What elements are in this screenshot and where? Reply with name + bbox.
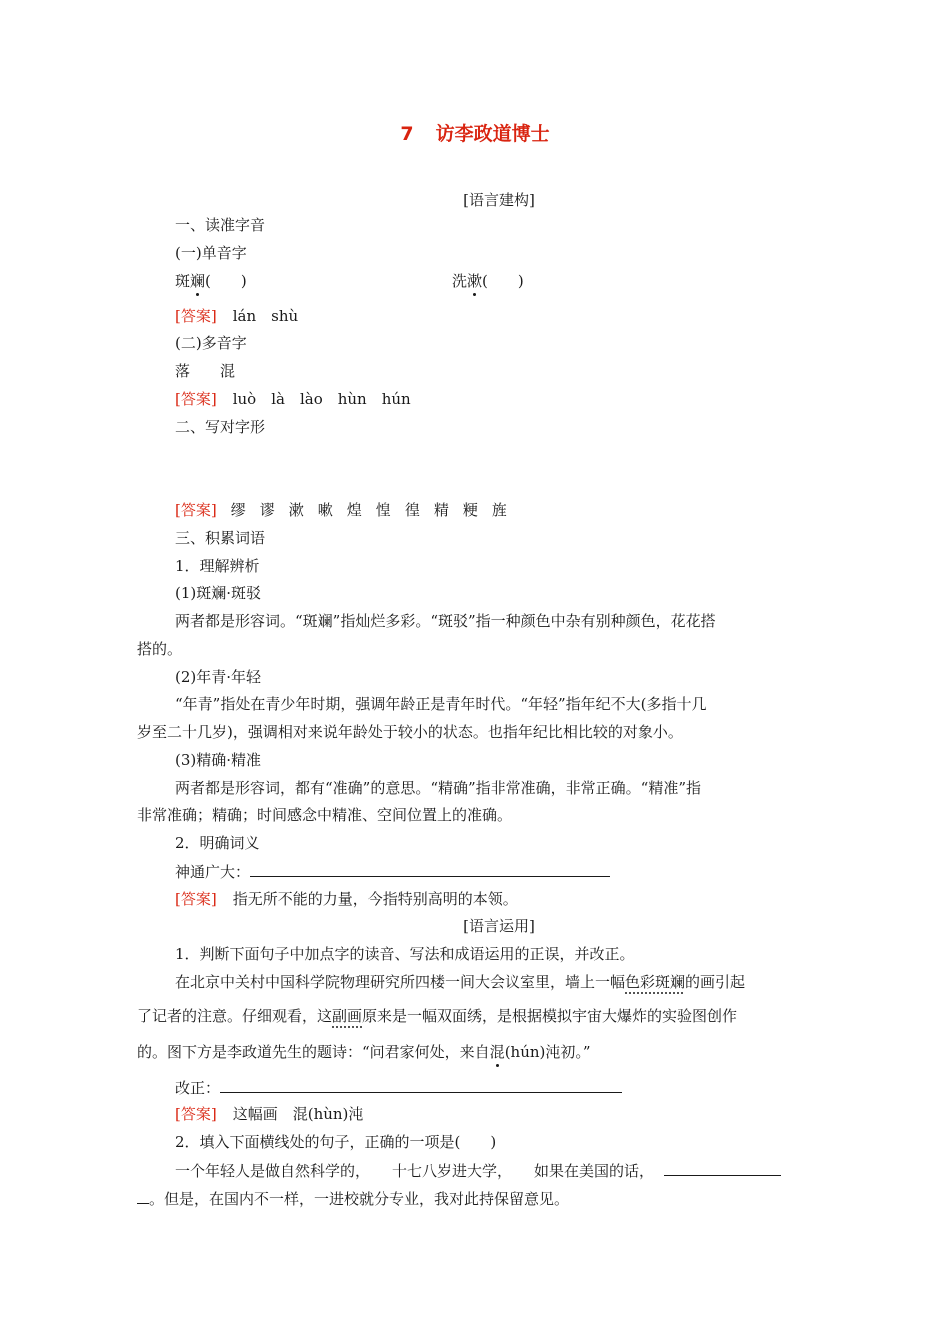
section-understand: 1．理解辨析 [175,557,260,575]
heading-character-form: 二、写对字形 [175,418,266,436]
pair-2-heading: (2)年青·年轻 [175,668,262,686]
page-title [0,124,950,144]
heading-vocabulary: 三、积累词语 [175,529,266,547]
answer-3: [答案] 缪 谬 漱 嗽 煌 惶 徨 精 粳 旌 [175,501,507,519]
use-question-2: 2．填入下面横线处的句子，正确的一项是( ) [175,1133,497,1151]
section-language-build: [语言建构] [463,191,535,209]
use-passage-line-2: 了记者的注意。仔细观看，这副画原来是一幅双面绣，是根据模拟宇宙大爆炸的实验图创作 [137,1007,738,1025]
answer-2: [答案] luò là lào hùn hún [175,390,411,408]
correction-blank[interactable] [220,1077,622,1093]
heading-pronunciation: 一、读准字音 [175,216,266,234]
pair-3-line-2: 非常准确；精确；时间感念中精准、空间位置上的准确。 [137,806,513,824]
question-shentong: 神通广大： [175,861,610,882]
subheading-multi-tone: (二)多音字 [175,334,247,352]
dotted-phrase: 色彩斑斓 [625,973,686,991]
answer-4: [答案] 指无所不能的力量，今指特别高明的本领。 [175,890,518,908]
section-meaning: 2．明确词义 [175,834,260,852]
pair-2-line-2: 岁至二十几岁)，强调相对来说年龄处于较小的状态。也指年纪比相比较的对象小。 [137,723,683,741]
answer-1: [答案] lán shù [175,307,299,325]
correction-line: 改正： [175,1077,622,1098]
pair-1-line-1: 两者都是形容词。“斑斓”指灿烂多彩。“斑驳”指一种颜色中杂有别种颜色，花花搭 [175,612,716,630]
answer-5: [答案] 这幅画 混(hùn)沌 [175,1105,364,1123]
question-xishu: 洗漱( ) [452,272,524,290]
question-polyphone: 落 混 [175,362,236,380]
pair-3-heading: (3)精确·精准 [175,751,262,769]
pair-1-line-2: 搭的。 [137,640,183,658]
answer-blank[interactable] [250,861,610,877]
title-text: 访李政道博士 [435,123,550,145]
use-q2-line-1: 一个年轻人是做自然科学的， 十七八岁进大学， 如果在美国的话， [175,1160,781,1181]
pair-1-heading: (1)斑斓·斑驳 [175,584,262,602]
fill-blank-1[interactable] [664,1160,781,1176]
subheading-single-tone: (一)单音字 [175,244,247,262]
use-passage-line-1: 在北京中关村中国科学院物理研究所四楼一间大会议室里，墙上一幅色彩斑斓的画引起 [175,973,746,991]
section-language-use: [语言运用] [463,917,535,935]
pair-3-line-1: 两者都是形容词，都有“准确”的意思。“精确”指非常准确，非常正确。“精准”指 [175,779,702,797]
use-q2-line-2: 。但是，在国内不一样，一进校就分专业，我对此持保留意见。 [137,1188,569,1209]
question-banlan: 斑斓( ) [175,272,247,290]
use-passage-line-3: 的。图下方是李政道先生的题诗：“问君家何处，来自混(hún)沌初。” [137,1043,591,1061]
pair-2-line-1: “年青”指处在青少年时期，强调年龄正是青年时代。“年轻”指年纪不大(多指十几 [175,695,707,713]
fill-blank-2[interactable] [137,1188,149,1204]
use-question-1: 1．判断下面句子中加点字的读音、写法和成语运用的正误，并改正。 [175,945,635,963]
title-number: 7 [400,123,414,145]
